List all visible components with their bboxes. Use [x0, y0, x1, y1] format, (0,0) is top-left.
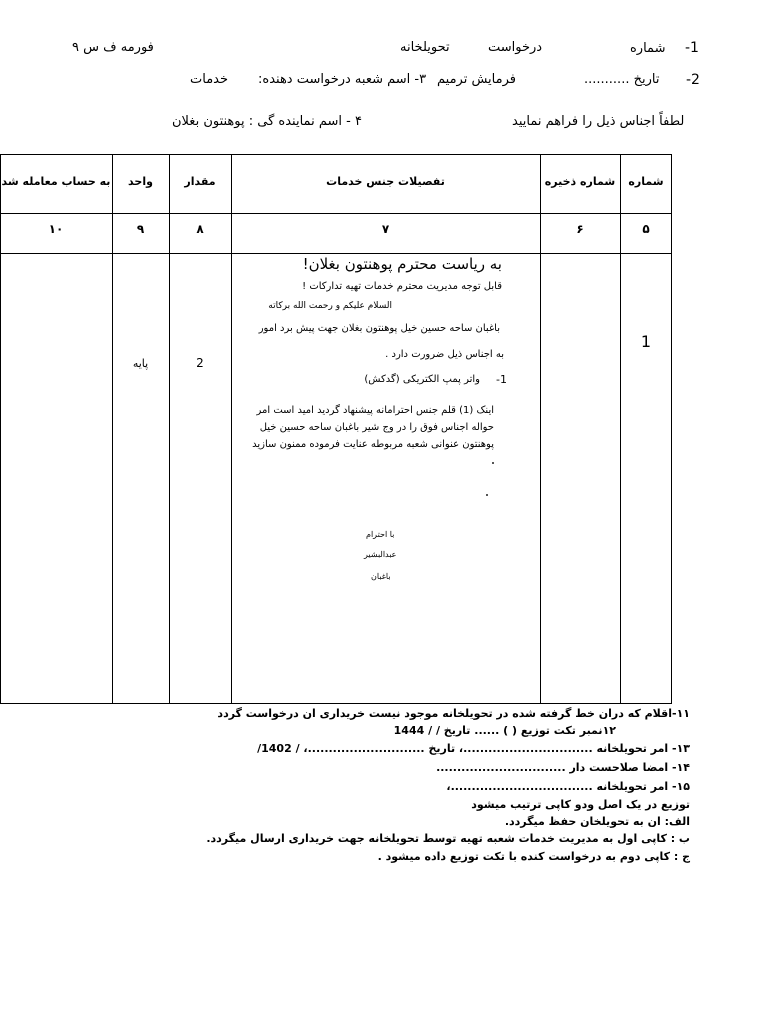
header-shomare: شماره: [630, 41, 666, 56]
footer-alef: الف: ان به تحویلخان حفظ میگردد.: [504, 815, 690, 828]
letter-line2: السلام علیکم و رحمت الله برکاته: [268, 301, 392, 311]
footer-13: ۱۳- امر تحویلخانه ...............................، تاریخ ............................، / 1402/: [257, 742, 690, 755]
row-vahed: پایه: [132, 357, 149, 370]
header-lotfan: لطفاً اجناس ذیل را فراهم نمایید: [512, 114, 685, 129]
header-khedmat: خدمات: [190, 72, 229, 87]
footer-be: ب : کاپی اول به مدیریت خدمات شعبه تهیه توسط تحویلخانه جهت خریداری ارسال میگردد.: [206, 832, 690, 845]
header-item3: ۳- اسم شعبه درخواست دهنده:: [258, 72, 427, 87]
col-divider: [112, 154, 113, 704]
footer-12: ۱۲نمبر تکت توزیع ( ) ...... تاریخ / / 1444: [393, 724, 616, 737]
row-divider: [0, 213, 672, 214]
header-num2: -2: [686, 72, 700, 88]
colnum-7: ۷: [381, 222, 390, 236]
row-divider: [0, 253, 672, 254]
signature-name: عبدالبشیر: [364, 550, 397, 559]
letter-para2: حواله اجناس فوق را در وج شیر باغبان ساحه حسین خیل: [259, 422, 494, 433]
footer-tozi: توزیع در یک اصل ودو کاپی ترتیب میشود: [471, 798, 690, 811]
colnum-6: ۶: [576, 222, 584, 236]
header-tarikh: تاریخ ...........: [584, 72, 660, 87]
th-vahed: واحد: [128, 175, 153, 188]
colnum-5: ۵: [642, 222, 650, 236]
th-shomare: شماره: [628, 175, 664, 188]
th-tafsilat: تفصیلات جنس خدمات: [326, 175, 445, 188]
col-divider: [169, 154, 170, 704]
letter-title: به ریاست محترم پوهنتون بغلان!: [302, 255, 502, 273]
letter-line1: قابل توجه مدیریت محترم خدمات تهیه تدارکات !: [302, 281, 502, 292]
letter-para1: اینک (1) قلم جنس احترامانه پیشنهاد گردید امید است امر: [256, 405, 494, 416]
footer-15: ۱۵- امر تحویلخانه ..................................،: [446, 780, 690, 793]
th-hesab: به حساب معامله شد: [1, 175, 111, 188]
footer-je: ج : کاپی دوم به درخواست کنده با تکت توزیع داده میشود .: [377, 850, 690, 863]
header-farmayesh: فرمایش ترمیم: [437, 72, 516, 87]
letter-para3: پوهنتون عنوانی شعبه مربوطه عنایت فرموده ممنون سازید: [252, 439, 494, 450]
header-num1: -1: [685, 40, 699, 56]
row-meghdar: 2: [196, 356, 204, 370]
dot-mark: [492, 462, 494, 464]
th-shomare-zakhire: شماره ذخیره: [544, 175, 616, 188]
col-divider: [540, 154, 541, 704]
row-shomare: 1: [640, 332, 652, 351]
th-meghdar: مقدار: [184, 175, 216, 188]
header-item4: ۴ - اسم نماینده گی : پوهنتون بغلان: [172, 114, 362, 129]
letter-line3: باغبان ساحه حسین خیل پوهنتون بغلان جهت پیش برد امور: [258, 323, 500, 334]
col-divider: [620, 154, 621, 704]
letter-line4: به اجناس ذیل ضرورت دارد .: [385, 349, 504, 360]
footer-11: ۱۱-اقلام که دران خط گرفته شده در تحویلخانه موجود نیست خریداری ان درخواست گردد: [217, 707, 690, 720]
colnum-9: ۹: [136, 222, 145, 236]
dot-mark: [486, 494, 488, 496]
header-tahvilkhane: تحویلخانه: [400, 40, 450, 55]
form-code: فورمه ف س ۹: [72, 40, 154, 55]
signature-regards: با احترام: [366, 530, 395, 539]
header-darkhast: درخواست: [488, 40, 543, 55]
letter-item: واتر پمپ الکتریکی (گدکش): [364, 374, 480, 385]
colnum-10: ۱۰: [48, 222, 64, 236]
colnum-8: ۸: [196, 222, 204, 236]
letter-item-num: -1: [496, 373, 507, 386]
footer-14: ۱۴- امضا صلاحست دار ...............................: [436, 761, 690, 774]
signature-title: باغبان: [371, 572, 391, 581]
